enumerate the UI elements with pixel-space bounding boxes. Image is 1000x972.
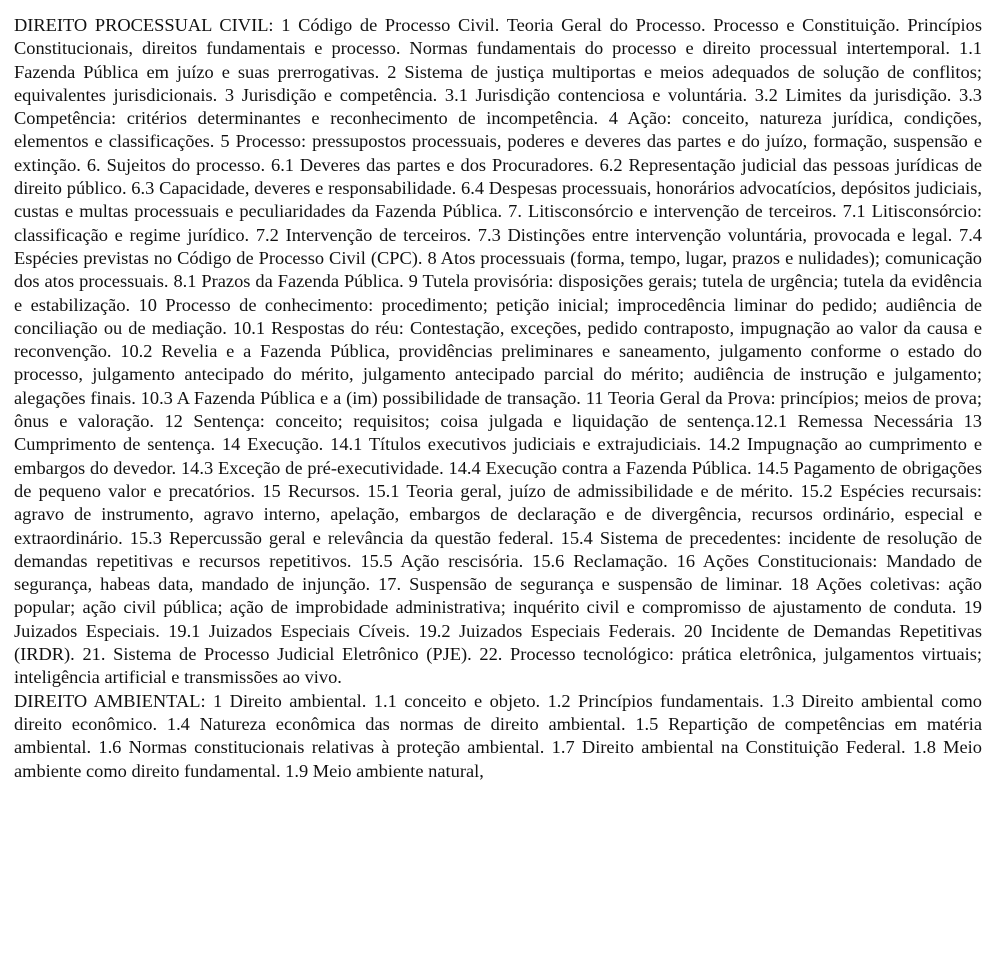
document-page [14, 14, 982, 783]
paragraph-direito-processual-civil: DIREITO PROCESSUAL CIVIL: 1 Código de Processo Civil. Teoria Geral do Processo. Processo e Constituição. Princípios Constitucionais, direitos fundamentais e processo. Normas fundamentais do processo e direito processual intertemporal. 1.1 Fazenda Pública em juízo e suas prerrogativas. 2 Sistema de justiça multiportas e meios adequados de solução de conflitos; equivalentes jurisdicionais. 3 Jurisdição e competência. 3.1 Jurisdição contenciosa e voluntária. 3.2 Limites da jurisdição. 3.3 Competência: critérios determinantes e reconhecimento de incompetência. 4 Ação: conceito, natureza jurídica, condições, elementos e classificações. 5 Processo: pressupostos processuais, poderes e deveres das partes e do juízo, formação, suspensão e extinção. 6. Sujeitos do processo. 6.1 Deveres das partes e dos Procuradores. 6.2 Representação judicial das pessoas jurídicas de direito público. 6.3 Capacidade, deveres e responsabilidade. 6.4 Despesas processuais, honorários advocatícios, depósitos judiciais, custas e multas processuais e peculiaridades da Fazenda Pública. 7. Litisconsórcio e intervenção de terceiros. 7.1 Litisconsórcio: classificação e regime jurídico. 7.2 Intervenção de terceiros. 7.3 Distinções entre intervenção voluntária, provocada e legal. 7.4 Espécies previstas no Código de Processo Civil (CPC). 8 Atos processuais (forma, tempo, lugar, prazos e nulidades); comunicação dos atos processuais. 8.1 Prazos da Fazenda Pública. 9 Tutela provisória: disposições gerais; tutela de urgência; tutela da evidência e estabilização. 10 Processo de conhecimento: procedimento; petição inicial; improcedência liminar do pedido; audiência de conciliação ou de mediação. 10.1 Respostas do réu: Contestação, exceções, pedido contraposto, impugnação ao valor da causa e reconvenção. 10.2 Revelia e a Fazenda Pública, providências preliminares e saneamento, julgamento conforme o estado do processo, julgamento antecipado do mérito, julgamento antecipado parcial do mérito; audiência de instrução e julgamento; alegações finais. 10.3 A Fazenda Pública e a (im) possibilidade de transação. 11 Teoria Geral da Prova: princípios; meios de prova; ônus e valoração. 12 Sentença: conceito; requisitos; coisa julgada e liquidação de sentença.12.1 Remessa Necessária 13 Cumprimento de sentença. 14 Execução. 14.1 Títulos executivos judiciais e extrajudiciais. 14.2 Impugnação ao cumprimento e embargos do devedor. 14.3 Exceção de pré-executividade. 14.4 Execução contra a Fazenda Pública. 14.5 Pagamento de obrigações de pequeno valor e precatórios. 15 Recursos. 15.1 Teoria geral, juízo de admissibilidade e de mérito. 15.2 Espécies recursais: agravo de instrumento, agravo interno, apelação, embargos de declaração e de divergência, recursos ordinário, especial e extraordinário. 15.3 Repercussão geral e relevância da questão federal. 15.4 Sistema de precedentes: incidente de resolução de demandas repetitivas e recursos repetitivos. 15.5 Ação rescisória. 15.6 Reclamação. 16 Ações Constitucionais: Mandado de segurança, habeas data, mandado de injunção. 17. Suspensão de segurança e suspensão de liminar. 18 Ações coletivas: ação popular; ação civil pública; ação de improbidade administrativa; inquérito civil e compromisso de ajustamento de conduta. 19 Juizados Especiais. 19.1 Juizados Especiais Cíveis. 19.2 Juizados Especiais Federais. 20 Incidente de Demandas Repetitivas (IRDR). 21. Sistema de Processo Judicial Eletrônico (PJE). 22. Processo tecnológico: prática eletrônica, julgamentos virtuais; inteligência artificial e transmissões ao vivo. [14, 15, 982, 688]
paragraph-direito-ambiental: DIREITO AMBIENTAL: 1 Direito ambiental. 1.1 conceito e objeto. 1.2 Princípios fundamentais. 1.3 Direito ambiental como direito econômico. 1.4 Natureza econômica das normas de direito ambiental. 1.5 Repartição de competências em matéria ambiental. 1.6 Normas constitucionais relativas à proteção ambiental. 1.7 Direito ambiental na Constituição Federal. 1.8 Meio ambiente como direito fundamental. 1.9 Meio ambiente natural, [14, 690, 982, 781]
